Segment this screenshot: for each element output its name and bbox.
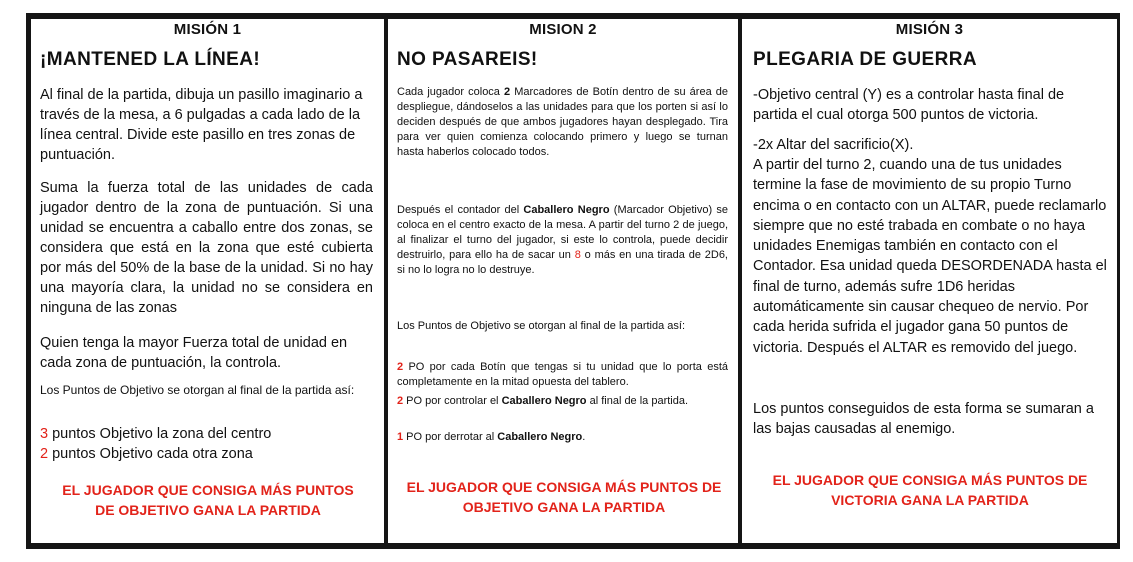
mission-2-footer: EL JUGADOR QUE CONSIGA MÁS PUNTOS DE OBJETIVO GANA LA PARTIDA xyxy=(406,479,722,515)
mission-1-points-value-2: 2 xyxy=(40,446,49,462)
mission-1-points-line-2: 2 puntos Objetivo cada otra zona xyxy=(40,446,253,462)
mission-2-card xyxy=(388,19,738,543)
mission-2-paragraph-3: Los Puntos de Objetivo se otorgan al final de la partida así: xyxy=(397,320,686,332)
mission-2-number: MISION 2 xyxy=(529,21,597,38)
mission-2-points-line-1: 2 PO por cada Botín que tengas si tu unidad que lo porta está completamente en la mitad opuesta del tablero. xyxy=(397,361,728,388)
mission-3-footer: EL JUGADOR QUE CONSIGA MÁS PUNTOS DE VICTORIA GANA LA PARTIDA xyxy=(772,472,1088,508)
mission-2-paragraph-1: Cada jugador coloca 2 Marcadores de Botín dentro de su área de despliegue, dándoselos a las unidades para que los porten si así lo deciden después de que ambos jugadores hayan desplegado. Tira para ver quien comienza colocando primero y luego se turnan hasta haberlos colocado todos. xyxy=(397,86,728,158)
mission-2-points-line-3: 1 PO por derrotar al Caballero Negro. xyxy=(397,431,586,443)
mission-3-paragraph-1: -Objetivo central (Y) es a controlar hasta final de partida el cual otorga 500 puntos de victoria. xyxy=(753,87,1065,124)
mission-3-paragraph-3: A partir del turno 2, cuando una de tus unidades termine la fase de movimiento de su propio Turno encima o en contacto con un ALTAR, puede reclamarlo siempre que no esté trabada en combate o no haya unidades Enemigas también en contacto con el Contador. Esa unidad queda DESORDENADA hasta el final de turno, además sufre 1D6 heridas automáticamente sin causar chequeo de nervio. Por cada herida sufrida el jugador gana 50 puntos de victoria. Después el ALTAR es removido del juego. xyxy=(753,157,1107,356)
mission-3-paragraph-2: -2x Altar del sacrificio(X). xyxy=(753,137,914,153)
mission-1-paragraph-3: Quien tenga la mayor Fuerza total de unidad en cada zona de puntuación, la controla. xyxy=(40,335,348,371)
mission-1-points-value-1: 3 xyxy=(40,426,49,442)
mission-3-card xyxy=(742,19,1117,543)
mission-3-number: MISIÓN 3 xyxy=(895,21,964,38)
mission-3-paragraph-4: Los puntos conseguidos de esta forma se sumaran a las bajas causadas al enemigo. xyxy=(753,401,1094,438)
mission-1-footer: EL JUGADOR QUE CONSIGA MÁS PUNTOS DE OBJETIVO GANA LA PARTIDA xyxy=(62,482,354,518)
mission-1-card xyxy=(31,19,384,543)
mission-1-paragraph-1: Al final de la partida, dibuja un pasillo imaginario a través de la mesa, a 6 pulgadas a cada lado de la línea central. Divide este pasillo en tres zonas de puntuación. xyxy=(40,87,363,163)
mission-1-points-line-1: 3 puntos Objetivo la zona del centro xyxy=(40,426,272,442)
mission-3-title: PLEGARIA DE GUERRA xyxy=(753,49,977,70)
mission-1-paragraph-2: Suma la fuerza total de las unidades de cada jugador dentro de la zona de puntuación. Si una unidad se encuentra a caballo entre dos zonas, se considera que está en la zona que esté cubierta por más del 50% de la base de la unidad. Si no hay una mayoría clara, la unidad no se considera en ninguna de las zonas xyxy=(40,180,373,316)
mission-1-number: MISIÓN 1 xyxy=(173,21,242,38)
mission-2-paragraph-2: Después el contador del Caballero Negro (Marcador Objetivo) se coloca en el centro exacto de la mesa. A partir del turno 2 de juego, al finalizar el turno del jugador, si este lo controla, puede decidir destruirlo, para ello ha de sacar un 8 o más en una tirada de 2D6, si no lo logra no lo destruye. xyxy=(397,204,728,276)
mission-1-paragraph-4: Los Puntos de Objetivo se otorgan al final de la partida así: xyxy=(40,383,355,397)
mission-1-title: ¡MANTENED LA LÍNEA! xyxy=(40,49,261,70)
mission-2-points-line-2: 2 PO por controlar el Caballero Negro al final de la partida. xyxy=(397,395,689,407)
mission-2-title: NO PASAREIS! xyxy=(397,49,538,70)
